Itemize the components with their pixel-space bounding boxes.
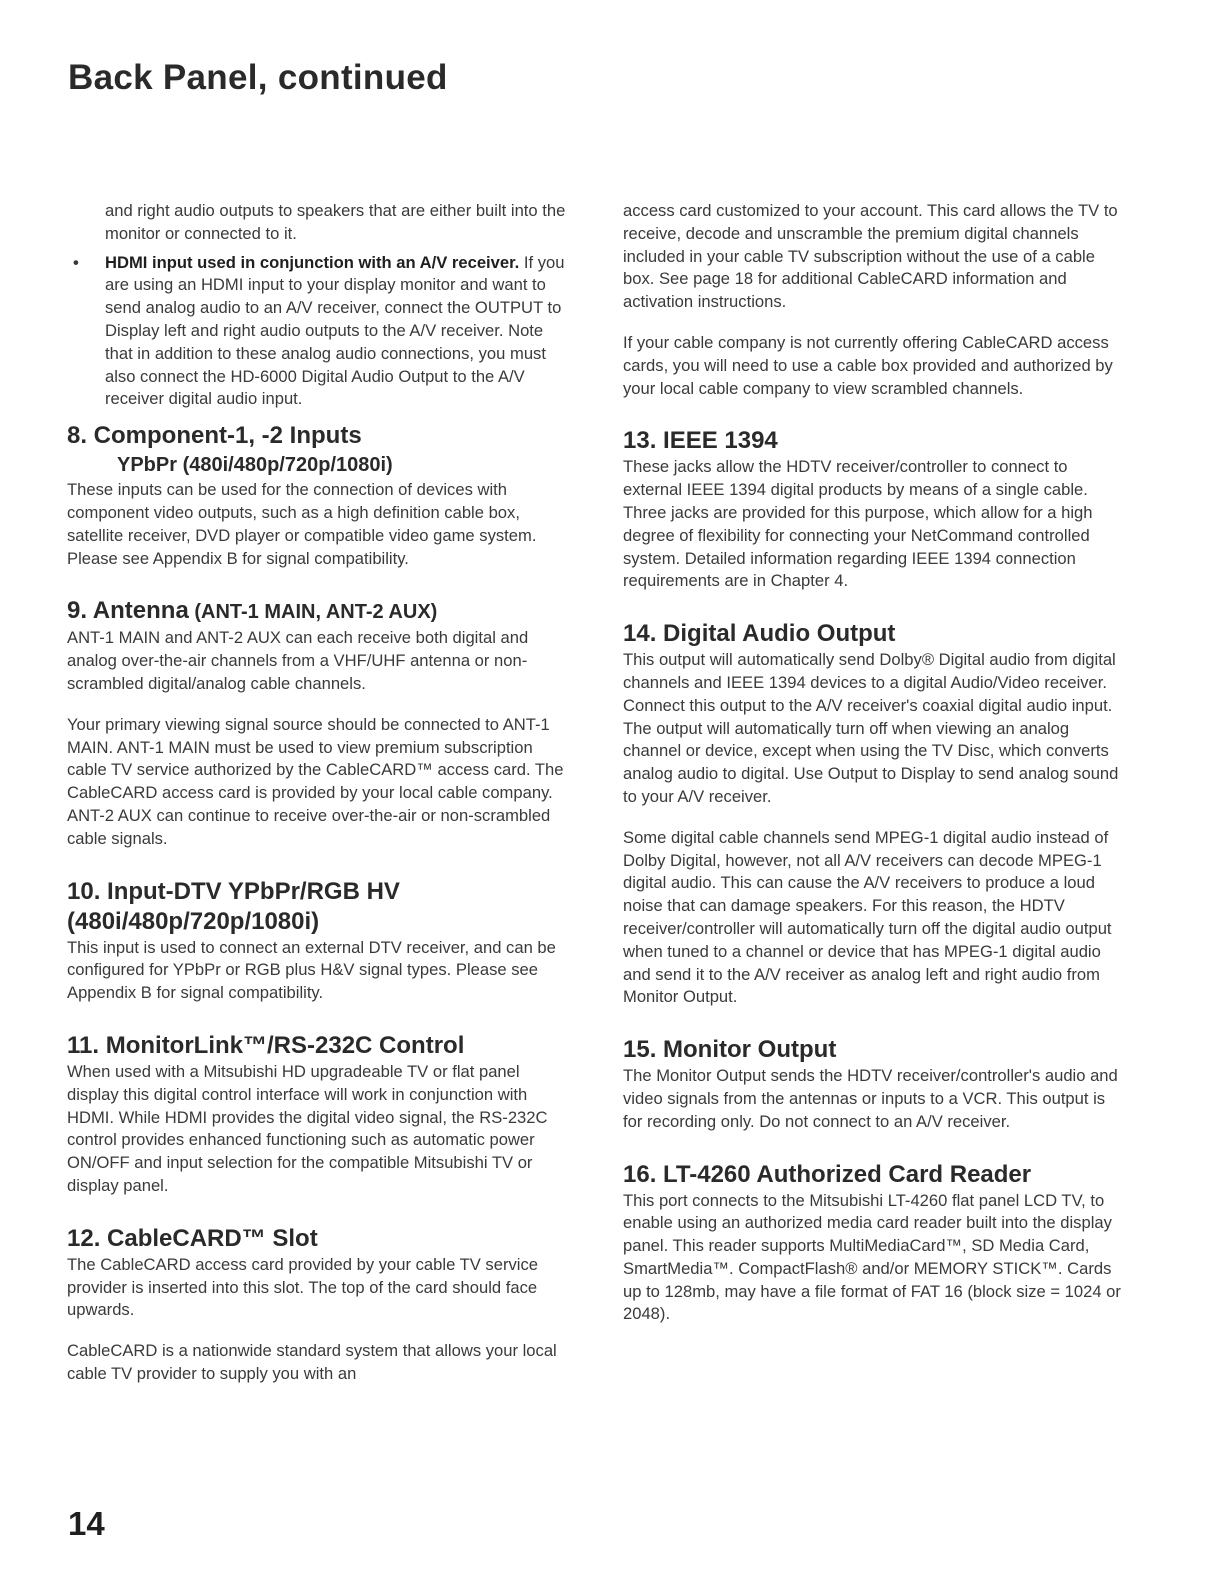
bullet-lead: HDMI input used in conjunction with an A/V receiver.: [105, 252, 520, 272]
section-10-text: This input is used to connect an external DTV receiver, and can be configured for YPbPr or RGB plus H&V signal types. Please see Appendix B for signal compatibility.: [67, 937, 556, 1003]
section-12-text-2: CableCARD is a nationwide standard system that allows your local cable TV provider to supply you with an: [67, 1341, 557, 1383]
page-number: 14: [68, 1505, 105, 1542]
left-column: [67, 200, 567, 1386]
section-12-text-1: The CableCARD access card provided by your cable TV service provider is inserted into this slot. The top of the card should face upwards.: [67, 1254, 538, 1320]
section-11-heading: 11. MonitorLink™/RS-232C Control: [67, 1031, 465, 1059]
section-9-heading-main: 9. Antenna: [67, 597, 189, 625]
section-11-text: When used with a Mitsubishi HD upgradeable TV or flat panel display this digital control interface will work in conjunction with HDMI. While HDMI provides the digital video signal, the RS-232C control provides enhanced functioning such as automatic power ON/OFF and input selection for the compatible Mitsubishi TV or display panel.: [67, 1061, 548, 1195]
section-9-text-2: Your primary viewing signal source should be connected to ANT-1 MAIN. ANT-1 MAIN must be used to view premium subscription cable TV service authorized by the CableCARD™ access card. The CableCARD access card is provided by your local cable company. ANT-2 AUX can continue to receive over-the-air or non-scrambled cable signals.: [67, 714, 564, 848]
continued-paragraph: and right audio outputs to speakers that are either built into the monitor or connected to it.: [105, 201, 566, 243]
section-14-text-2: Some digital cable channels send MPEG-1 digital audio instead of Dolby Digital, however, not all A/V receivers can decode MPEG-1 digital audio. This can cause the A/V receivers to produce a loud noise that can damage speakers. For this reason, the HDTV receiver/controller will automatically turn off the digital audio output when tuned to a channel or device that has MPEG-1 digital audio and send it to the A/V receiver as analog left and right audio from Monitor Output.: [623, 827, 1112, 1007]
bullet-text: If you are using an HDMI input to your display monitor and want to send analog audio to an A/V receiver, connect the OUTPUT to Display left and right audio outputs to the A/V receiver. Note that in addition to these analog audio connections, you must also connect the HD-6000 Digital Audio Output to the A/V receiver digital audio input.: [105, 252, 565, 409]
section-9-text-1: ANT-1 MAIN and ANT-2 AUX can each receive both digital and analog over-the-air channels from a VHF/UHF antenna or non-scrambled digital/analog cable channels.: [67, 628, 529, 693]
section-16-text: This port connects to the Mitsubishi LT-4260 flat panel LCD TV, to enable using an authorized media card reader built into the display panel. This reader supports MultiMediaCard™, SD Media Card, SmartMedia™. CompactFlash® and/or MEMORY STICK™. Cards up to 128mb, may have a file format of FAT 16 (block size = 1024 or 2048).: [623, 1190, 1121, 1324]
continued-paragraph-1: access card customized to your account. This card allows the TV to receive, decode and unscramble the premium digital channels included in your cable TV subscription without the use of a cable box. See page 18 for additional CableCARD information and activation instructions.: [623, 201, 1118, 312]
section-9-heading-suffix: (ANT-1 MAIN, ANT-2 AUX): [188, 601, 438, 624]
section-14-heading: 14. Digital Audio Output: [623, 620, 896, 648]
section-15-text: The Monitor Output sends the HDTV receiver/controller's audio and video signals from the antennas or inputs to a VCR. This output is for recording only. Do not connect to an A/V receiver.: [623, 1066, 1118, 1131]
section-8-text: These inputs can be used for the connection of devices with component video outputs, such as a high definition cable box, satellite receiver, DVD player or compatible video game system. Please see Appendix B for signal compatibility.: [67, 480, 537, 568]
section-8-heading: 8. Component-1, -2 Inputs: [67, 422, 362, 450]
section-14-text-1: This output will automatically send Dolby® Digital audio from digital channels and IEEE 1394 devices to a digital Audio/Video receiver. Connect this output to the A/V receiver's coaxial digital audio input. The output will automatically turn off when viewing an analog channel or device, except when using the TV Disc, which converts analog audio to digital. Use Output to Display to send analog sound to your A/V receiver.: [623, 650, 1119, 806]
continued-paragraph-2: If your cable company is not currently offering CableCARD access cards, you will need to use a cable box provided and authorized by your local cable company to view scrambled channels.: [623, 332, 1113, 398]
section-15-heading: 15. Monitor Output: [623, 1036, 837, 1064]
section-16-heading: 16. LT-4260 Authorized Card Reader: [623, 1160, 1032, 1188]
hdmi-bullet-item: [67, 252, 567, 412]
section-8-subheading: YPbPr (480i/480p/720p/1080i): [117, 454, 393, 477]
section-13-heading: 13. IEEE 1394: [623, 427, 778, 455]
bullet-icon: •: [73, 252, 79, 272]
page-title: Back Panel, continued: [68, 58, 448, 97]
right-column: [623, 200, 1123, 1326]
section-12-heading: 12. CableCARD™ Slot: [67, 1224, 318, 1252]
section-9-heading: [67, 596, 567, 627]
section-13-text: These jacks allow the HDTV receiver/controller to connect to external IEEE 1394 digital products by means of a single cable. Three jacks are provided for this purpose, which allow for a high degree of flexibility for connecting your NetCommand controlled system. Detailed information regarding IEEE 1394 connection requirements are in Chapter 4.: [623, 457, 1093, 591]
section-10-heading: 10. Input-DTV YPbPr/RGB HV (480i/480p/720p/1080i): [67, 877, 400, 935]
